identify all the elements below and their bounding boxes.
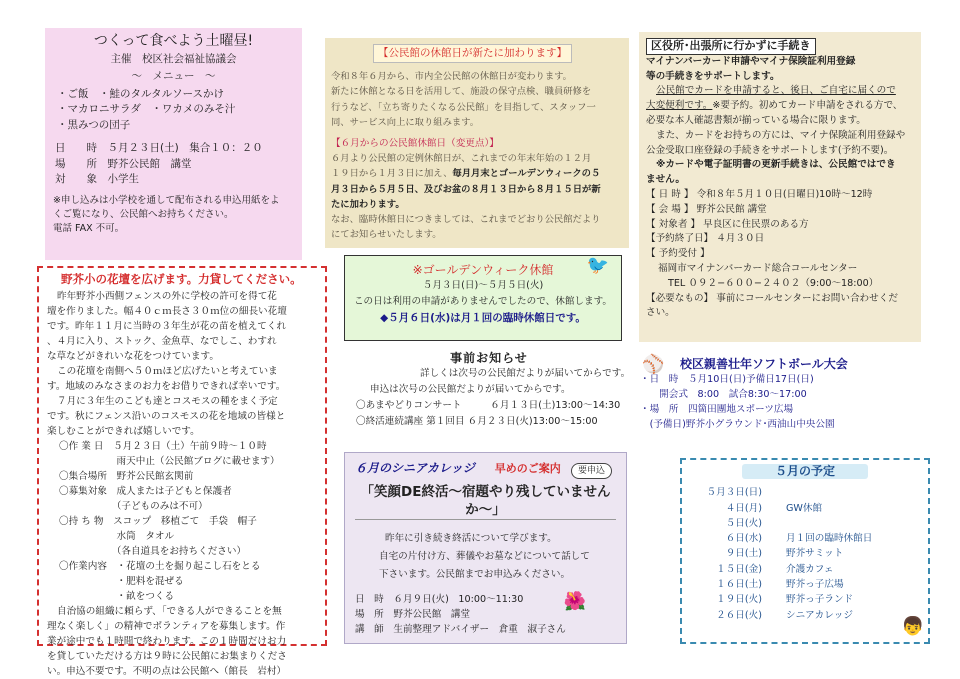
senior-line: 下さいます。公民館までお申込みください。 <box>379 569 571 580</box>
schedule-date: １６日(土) <box>716 579 762 591</box>
baseball-glove-icon: ⚾ <box>642 354 665 375</box>
closure-line: なお、臨時休館日につきましては、これまでどおり公民館だより <box>331 214 601 226</box>
notice-item: 〇あまやどりコンサート ６月１３日(土)13:00〜14:30 <box>356 400 621 411</box>
schedule-title: ５月の予定 <box>742 464 868 479</box>
flowerbed-line: 〇作 業 日 ５月２３日（土）午前９時〜１０時 <box>59 441 267 452</box>
closure-bold: たに加わります。 <box>331 198 405 210</box>
mn-bold: ※カードや電子証明書の更新手続きは、公民館ではでき <box>656 159 896 171</box>
flowerbed-body <box>47 289 317 679</box>
schedule-row <box>692 562 918 577</box>
mn-need: さい。 <box>646 307 675 319</box>
mn-bold: 等の手続きをサポートします。 <box>646 70 780 82</box>
schedule-event: 野芥サミット <box>786 548 844 560</box>
mn-need: 【必要なもの】 事前にコールセンターにお問い合わせくだ <box>646 292 898 304</box>
senior-college-box <box>344 452 627 644</box>
schedule-row <box>692 608 918 623</box>
lunch-target: 対 象 小学生 <box>55 173 139 185</box>
schedule-row <box>692 501 918 516</box>
schedule-date: ２６日(火) <box>716 609 762 621</box>
mn-underline: 大変便利です。 <box>646 100 713 112</box>
schedule-row <box>692 485 918 500</box>
softball-line: (予備日)野芥小グラウンド･西油山中央公園 <box>640 419 835 430</box>
flowerbed-line: 自治協の組織に頼らず、「できる人ができることを無 <box>57 606 282 617</box>
softball-box <box>640 354 930 447</box>
children-icon: 👦 <box>901 615 924 637</box>
application-required-badge: 要申込 <box>571 463 612 479</box>
flowerbed-line: 水筒 タオル <box>59 531 175 542</box>
flowerbed-line: 〇集合場所 野芥公民館玄関前 <box>59 471 194 482</box>
senior-info: 講 師 生前整理アドバイザー 倉重 淑子さん <box>355 624 566 635</box>
flowerbed-line: です。昨年１１月に当時の３年生が花の苗を植えてくれ <box>47 321 287 332</box>
flowerbed-line: ７月に３年生のこども達とコスモスの種をまく予定 <box>57 396 278 407</box>
notice-item: 〇終活連続講座 第１回目 ６月２３日(火)13:00〜15:00 <box>356 416 598 427</box>
schedule-date: １９日(火) <box>716 594 762 606</box>
schedule-date: ５月３日(日) <box>706 487 762 499</box>
flowerbed-line: この花壇を南側へ５０ｍほど広げたいと考えていま <box>57 366 278 377</box>
closure-notice-box <box>325 38 629 248</box>
flowerbed-line: 理なく楽しく」の精神でボランティアを募集します。作 <box>47 621 286 632</box>
lunch-event-box <box>45 28 302 260</box>
flowerbed-line: ・肥料を混ぜる <box>59 576 184 587</box>
schedule-date: ５日(火) <box>725 517 762 529</box>
flowerbed-box <box>37 266 327 677</box>
senior-line: 昨年に引き続き終活について学びます。 <box>385 533 557 544</box>
my-number-box <box>639 32 921 342</box>
flowerbed-line: （各自道具をお持ちください） <box>59 546 247 557</box>
note-line: ※申し込みは小学校を通して配布される申込用紙をよ <box>53 194 280 206</box>
schedule-event: 野芥っ子広場 <box>786 579 844 591</box>
menu-list <box>53 87 294 134</box>
flowerbed-line: 楽しむことができれば嬉しいです。 <box>47 426 200 437</box>
flowerbed-line: い。申込不要です。不明の点は公民館へ（館長 岩村） <box>47 666 287 677</box>
mn-line: ※要予約。初めてカード申請をされる方で、 <box>712 100 903 112</box>
closure-line: 同、サービス向上に取り組みます。 <box>331 116 480 128</box>
golden-week-box <box>344 255 622 341</box>
menu-item: ・黒みつの団子 <box>57 118 131 131</box>
flowerbed-line: （子どものみは不可） <box>59 501 208 512</box>
schedule-date: ６日(水) <box>725 533 762 545</box>
flower-icon: 🌺 <box>563 591 586 612</box>
mn-line: 必要な本人確認書類が揃っている場合に限ります。 <box>646 114 866 126</box>
mn-phone: TEL ０９２−６００−２４０２（9:00〜18:00） <box>668 277 879 289</box>
closure-line: 令和８年６月から、市内全公民館の休館日が変わります。 <box>331 71 572 83</box>
mn-bold: マイナンバーカード申請やマイナ保険証利用登録 <box>646 55 856 67</box>
flowerbed-line: 〇持 ち 物 スコップ 移植ごて 手袋 帽子 <box>59 516 257 527</box>
senior-info: 場 所 野芥公民館 講堂 <box>355 609 471 620</box>
schedule-event: シニアカレッジ <box>786 609 853 621</box>
softball-line: 開会式 8:00 試合8:30〜17:00 <box>640 389 807 400</box>
flowerbed-line: を貸していただける方は９時に公民館にお集まりくださ <box>47 651 287 662</box>
mn-detail: 【予約終了日】 ４月３０日 <box>646 233 765 245</box>
mn-bold: ません。 <box>646 174 685 186</box>
senior-title: ６月のシニアカレッジ <box>355 461 475 475</box>
closure-line: 行うなど、「立ち寄りたくなる公民館」を目指して、スタッフ一 <box>331 101 596 113</box>
softball-title: 校区親善壮年ソフトボール大会 <box>680 357 848 371</box>
closure-line: ６月より公民館の定例休館日が、これまでの年末年始の１２月 <box>331 153 592 165</box>
golden-week-closure: ◆５月６日(水)は月１回の臨時休館日です。 <box>380 312 586 324</box>
mn-underline: 公民館でカードを申請すると、後日、ご自宅に届くので <box>656 85 896 97</box>
softball-line: ・場 所 四箇田團地スポーツ広場 <box>640 404 794 415</box>
advance-notice-title: 事前お知らせ <box>450 351 528 365</box>
lunch-place: 場 所 野芥公民館 講堂 <box>55 157 192 170</box>
lunch-date: 日 時 ５月２３日(土) 集合１０：２０ <box>55 142 263 154</box>
closure-line: にてお知らせいたします。 <box>331 229 442 241</box>
note-line: 電話 FAX 不可。 <box>53 222 125 234</box>
golden-week-title: ※ゴールデンウィーク休館 <box>412 263 554 277</box>
flowerbed-line: 、４月に入り、ストック、金魚草、なでしこ、わすれ <box>47 336 277 347</box>
may-schedule-box <box>680 458 930 644</box>
schedule-date: ４日(月) <box>725 502 762 514</box>
closure-heading: 【公民館の休館日が新たに加わります】 <box>373 44 572 63</box>
menu-header: 〜 メニュー 〜 <box>131 70 216 82</box>
lunch-note <box>53 194 294 236</box>
golden-week-line: この日は利用の申請がありませんでしたので、休館します。 <box>353 296 613 307</box>
flowerbed-line: ・畝をつくる <box>59 591 175 602</box>
closure-subheading: 【６月からの公民館休館日（変更点）】 <box>331 138 499 150</box>
senior-lecture-title: 「笑顔DE終活〜宿題やり残していませんか〜」 <box>355 483 616 520</box>
schedule-row <box>692 516 918 531</box>
lunch-title: つくって食べよう土曜昼! <box>93 33 254 49</box>
lunch-details <box>53 141 294 188</box>
closure-line: １９日から１月３日に加え、 <box>331 168 453 180</box>
mn-reserve: 福岡市マイナンバーカード総合コールセンター <box>658 262 858 274</box>
flowerbed-line: す。地域のみなさまのお力をお借りできれば幸いです。 <box>47 381 286 392</box>
flowerbed-line: 壇を作りました。幅４０ｃｍ長さ３０ｍ位の細長い花壇 <box>47 306 287 317</box>
my-number-heading: 区役所･出張所に行かずに手続き <box>646 38 816 55</box>
flowerbed-line: 〇作業内容 ・花壇の土を掘り起こし石をとる <box>59 561 261 572</box>
golden-week-dates: ５月３日(日)〜５月５日(火) <box>422 280 544 291</box>
flowerbed-line: 雨天中止（公民館ブログに載せます） <box>59 456 280 467</box>
schedule-row <box>692 592 918 607</box>
mn-line: 公金受取口座登録の手続きをサポートします(予約不要)。 <box>646 144 894 156</box>
flowerbed-line: 昨年野芥小西側フェンスの外に学校の許可を得て花 <box>57 291 277 302</box>
flowerbed-line: 業が途中でも１時間で終わります。この１時間だけお力 <box>47 636 287 647</box>
menu-item: ・マカロニサラダ ・ワカメのみそ汁 <box>57 103 236 115</box>
schedule-list <box>692 485 918 623</box>
senior-subtitle: 早めのご案内 <box>494 462 561 475</box>
bird-icon: 🐦 <box>586 255 609 276</box>
closure-line: 新たに休館となる日を活用して、施設の保守点検、職員研修を <box>331 86 592 98</box>
senior-info: 日 時 ６月９日(火) 10:00〜11:30 <box>355 594 524 605</box>
schedule-event <box>762 485 786 500</box>
senior-line: 自宅の片付け方、葬儀やお墓などについて話して <box>379 551 590 562</box>
schedule-event <box>762 516 786 531</box>
mn-detail: 【 日 時 】 令和８年５月１０日(日曜日)10時〜12時 <box>646 188 873 200</box>
flowerbed-line: です。秋にフェンス沿いのコスモスの花を地域の皆様と <box>47 411 286 422</box>
schedule-row <box>692 546 918 561</box>
mn-detail: 【 会 場 】 野芥公民館 講堂 <box>646 203 767 215</box>
mn-line: また、カードをお持ちの方には、マイナ保険証利用登録や <box>656 129 906 141</box>
softball-line: ・日 時 ５月10日(日)予備日17日(日) <box>640 374 814 385</box>
flowerbed-line: な草などがきれいな花をつけています。 <box>47 351 219 362</box>
notice-line: 詳しくは次号の公民館だよりが届いてからです。 <box>420 368 631 379</box>
mn-reserve-head: 【 予約受付 】 <box>646 248 710 260</box>
notice-line: 申込は次号の公民館だよりが届いてからです。 <box>370 384 571 395</box>
schedule-event: 月１回の臨時休館日 <box>786 533 873 545</box>
schedule-row <box>692 577 918 592</box>
schedule-event: GW休館 <box>786 502 823 514</box>
mn-detail: 【 対象者 】 早良区に住民票のある方 <box>646 218 809 230</box>
flowerbed-line: 〇募集対象 成人または子どもと保護者 <box>59 486 232 497</box>
schedule-row <box>692 531 918 546</box>
schedule-date: ９日(土) <box>725 548 762 560</box>
note-line: くご覧になり、公民館へお持ちください。 <box>53 208 234 220</box>
menu-item: ・ご飯 ・鮭のタルタルソースかけ <box>57 87 225 100</box>
schedule-event: 介護カフェ <box>786 563 834 575</box>
schedule-event: 野芥っ子ランド <box>786 594 854 606</box>
closure-bold: 月３日から５月５日、及びお盆の８月１３日から８月１５日が新 <box>331 183 601 195</box>
schedule-date: １５日(金) <box>716 563 762 575</box>
lunch-organizer: 主催 校区社会福祉協議会 <box>110 52 237 65</box>
flowerbed-title: 野芥小の花壇を広げます。力貸してください。 <box>61 272 302 286</box>
closure-bold: 毎月月末とゴールデンウィークの５ <box>452 168 601 180</box>
advance-notice <box>350 350 631 446</box>
